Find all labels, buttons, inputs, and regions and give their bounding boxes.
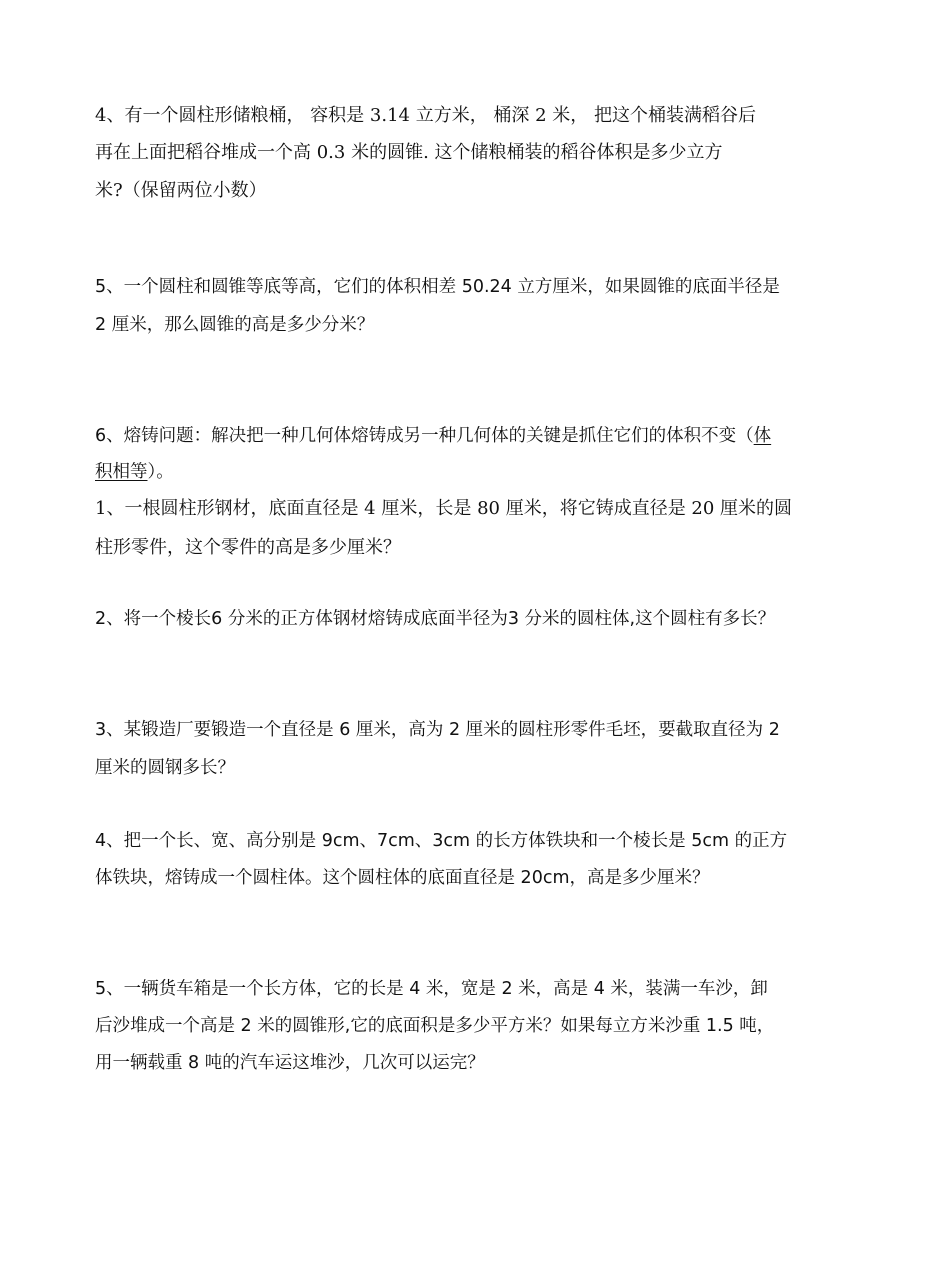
problem-5-line-2: 2 厘米，那么圆锥的高是多少分米？ — [95, 315, 375, 335]
question-4-line-1: 4、把一个长、宽、高分别是 9cm、7cm、3cm 的长方体铁块和一个棱长是 5cm 的正方 — [95, 831, 788, 851]
question-1-line-2: 柱形零件，这个零件的高是多少厘米？ — [95, 537, 401, 558]
problem-4-line-3: 米?（保留两位小数） — [95, 180, 267, 201]
question-3-line-1: 3、某锻造厂要锻造一个直径是 6 厘米，高为 2 厘米的圆柱形零件毛坯，要截取直径为 2 — [95, 720, 780, 740]
section-6-heading-text: 6、熔铸问题：解决把一种几何体熔铸成另一种几何体的关键是抓住它们的体积不变（ — [95, 426, 754, 446]
question-4-line-2: 体铁块，熔铸成一个圆柱体。这个圆柱体的底面直径是 20cm，高是多少厘米？ — [95, 868, 710, 888]
question-3-line-2: 厘米的圆钢多长？ — [95, 758, 235, 778]
section-6-heading-close: ）。 — [147, 462, 174, 482]
question-1-line-1: 1、一根圆柱形钢材，底面直径是 4 厘米，长是 80 厘米，将它铸成直径是 20 厘米的圆 — [95, 498, 793, 519]
question-5-line-3: 用一辆载重 8 吨的汽车运这堆沙，几次可以运完？ — [95, 1053, 485, 1073]
problem-5-line-1: 5、一个圆柱和圆锥等底等高，它们的体积相差 50.24 立方厘米，如果圆锥的底面半径是 — [95, 277, 780, 297]
problem-4-line-2: 再在上面把稻谷堆成一个高 0.3 米的圆锥. 这个储粮桶装的稻谷体积是多少立方 — [95, 142, 723, 163]
question-5-line-2: 后沙堆成一个高是 2 米的圆锥形,它的底面积是多少平方米？如果每立方米沙重 1.5 吨， — [95, 1016, 775, 1036]
section-6-heading-line-2 — [95, 460, 174, 484]
underlined-text: 积相等 — [95, 462, 148, 482]
question-2-line-1: 2、将一个棱长6 分米的正方体钢材熔铸成底面半径为3 分米的圆柱体,这个圆柱有多长？ — [95, 609, 776, 629]
problem-4-line-1: 4、有一个圆柱形储粮桶， 容积是 3.14 立方米， 桶深 2 米， 把这个桶装满稻谷后 — [95, 105, 757, 126]
section-6-heading-line-1 — [95, 424, 771, 448]
question-5-line-1: 5、一辆货车箱是一个长方体，它的长是 4 米，宽是 2 米，高是 4 米，装满一车沙，卸 — [95, 979, 768, 999]
underlined-text: 体 — [753, 426, 772, 446]
